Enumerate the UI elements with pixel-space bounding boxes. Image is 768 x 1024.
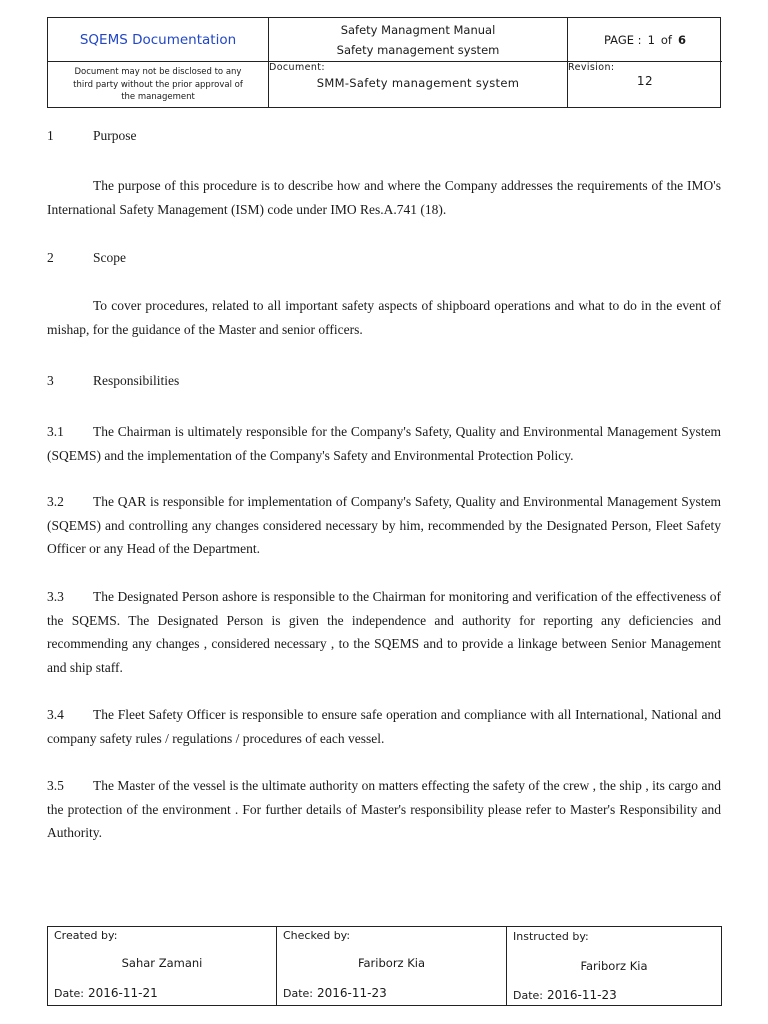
responsibility-3-5 xyxy=(47,774,721,845)
page-indicator xyxy=(568,18,722,62)
manual-title-line1: Safety Managment Manual xyxy=(340,22,496,37)
responsibility-3-4 xyxy=(47,703,721,750)
document-value: SMM-Safety management system xyxy=(316,76,520,90)
manual-title xyxy=(269,18,568,62)
document-cell xyxy=(269,62,568,108)
date-label: Date: xyxy=(283,987,313,1000)
created-by-label: Created by: xyxy=(54,929,118,942)
date-label: Date: xyxy=(54,987,84,1000)
instructed-by-label: Instructed by: xyxy=(513,930,589,943)
date-label: Date: xyxy=(513,989,543,1002)
responsibility-3-2 xyxy=(47,490,721,561)
section-heading-purpose xyxy=(47,124,721,148)
page-total: 6 xyxy=(677,32,686,47)
item-text: The Master of the vessel is the ultimate authority on matters effecting the safety of the crew , the ship , its cargo and the protection of the environment . For further details of Master's responsibility please refer to Master's Responsibility and Authority. xyxy=(47,778,721,840)
page-of: of xyxy=(660,32,672,47)
date-value: 2016-11-21 xyxy=(88,986,158,1000)
revision-cell xyxy=(568,62,722,108)
item-number: 3.1 xyxy=(47,424,64,439)
manual-title-line2: Safety management system xyxy=(336,42,500,57)
org-name: SQEMS Documentation xyxy=(48,18,269,62)
item-text: The QAR is responsible for implementation of Company's Safety, Quality and Environmental Management System (SQEMS) and controlling any changes considered necessary by him, recommended by the Designated Person, Fleet Safety Officer or any Head of the Department. xyxy=(47,494,721,556)
document-label: Document: xyxy=(269,62,326,73)
date-value: 2016-11-23 xyxy=(547,988,617,1002)
item-text: The Chairman is ultimately responsible for the Company's Safety, Quality and Environmental Management System (SQEMS) and the implementation of the Company's Safety and Environmental Protection Policy. xyxy=(47,424,721,463)
purpose-paragraph: The purpose of this procedure is to describe how and where the Company addresses the requirements of the IMO's International Safety Management (ISM) code under IMO Res.A.741 (18). xyxy=(47,178,721,217)
approval-footer xyxy=(47,926,722,1006)
scope-paragraph: To cover procedures, related to all important safety aspects of shipboard operations and what to do in the event of mishap, for the guidance of the Master and senior officers. xyxy=(47,298,721,337)
instructed-by-name: Fariborz Kia xyxy=(580,959,648,973)
document-header xyxy=(47,17,721,108)
section-heading-scope xyxy=(47,246,721,270)
revision-label: Revision: xyxy=(568,62,615,73)
page-number: 1 xyxy=(647,32,655,47)
section-title: Scope xyxy=(93,250,126,265)
revision-value: 12 xyxy=(636,74,654,88)
checked-by-cell xyxy=(277,927,507,1005)
checked-by-name: Fariborz Kia xyxy=(357,956,426,970)
section-heading-responsibilities xyxy=(47,369,721,393)
instructed-by-cell xyxy=(507,927,721,1005)
item-number: 3.5 xyxy=(47,778,64,793)
responsibility-3-3 xyxy=(47,585,721,679)
checked-date xyxy=(283,986,387,1000)
instructed-date xyxy=(513,988,617,1002)
section-number: 2 xyxy=(47,250,54,265)
disclosure-notice: Document may not be disclosed to any third party without the prior approval of the management xyxy=(48,62,269,108)
responsibility-3-1 xyxy=(47,420,721,467)
section-number: 1 xyxy=(47,128,54,143)
date-value: 2016-11-23 xyxy=(317,986,387,1000)
section-number: 3 xyxy=(47,373,54,388)
item-number: 3.4 xyxy=(47,707,64,722)
item-number: 3.3 xyxy=(47,589,64,604)
page-label: PAGE : xyxy=(603,32,642,47)
item-text: The Designated Person ashore is responsible to the Chairman for monitoring and verification of the effectiveness of the SQEMS. The Designated Person is given the independence and authority for reporting any deficiencies and recommending any changes , considered necessary , to the SQEMS and to provide a linkage between Senior Management and ship staff. xyxy=(47,589,721,675)
section-title: Responsibilities xyxy=(93,373,180,388)
created-date xyxy=(54,986,158,1000)
created-by-name: Sahar Zamani xyxy=(121,956,203,970)
section-title: Purpose xyxy=(93,128,137,143)
checked-by-label: Checked by: xyxy=(283,929,351,942)
created-by-cell xyxy=(48,927,277,1005)
item-text: The Fleet Safety Officer is responsible to ensure safe operation and compliance with all International, National and company safety rules / regulations / procedures of each vessel. xyxy=(47,707,721,746)
item-number: 3.2 xyxy=(47,494,64,509)
